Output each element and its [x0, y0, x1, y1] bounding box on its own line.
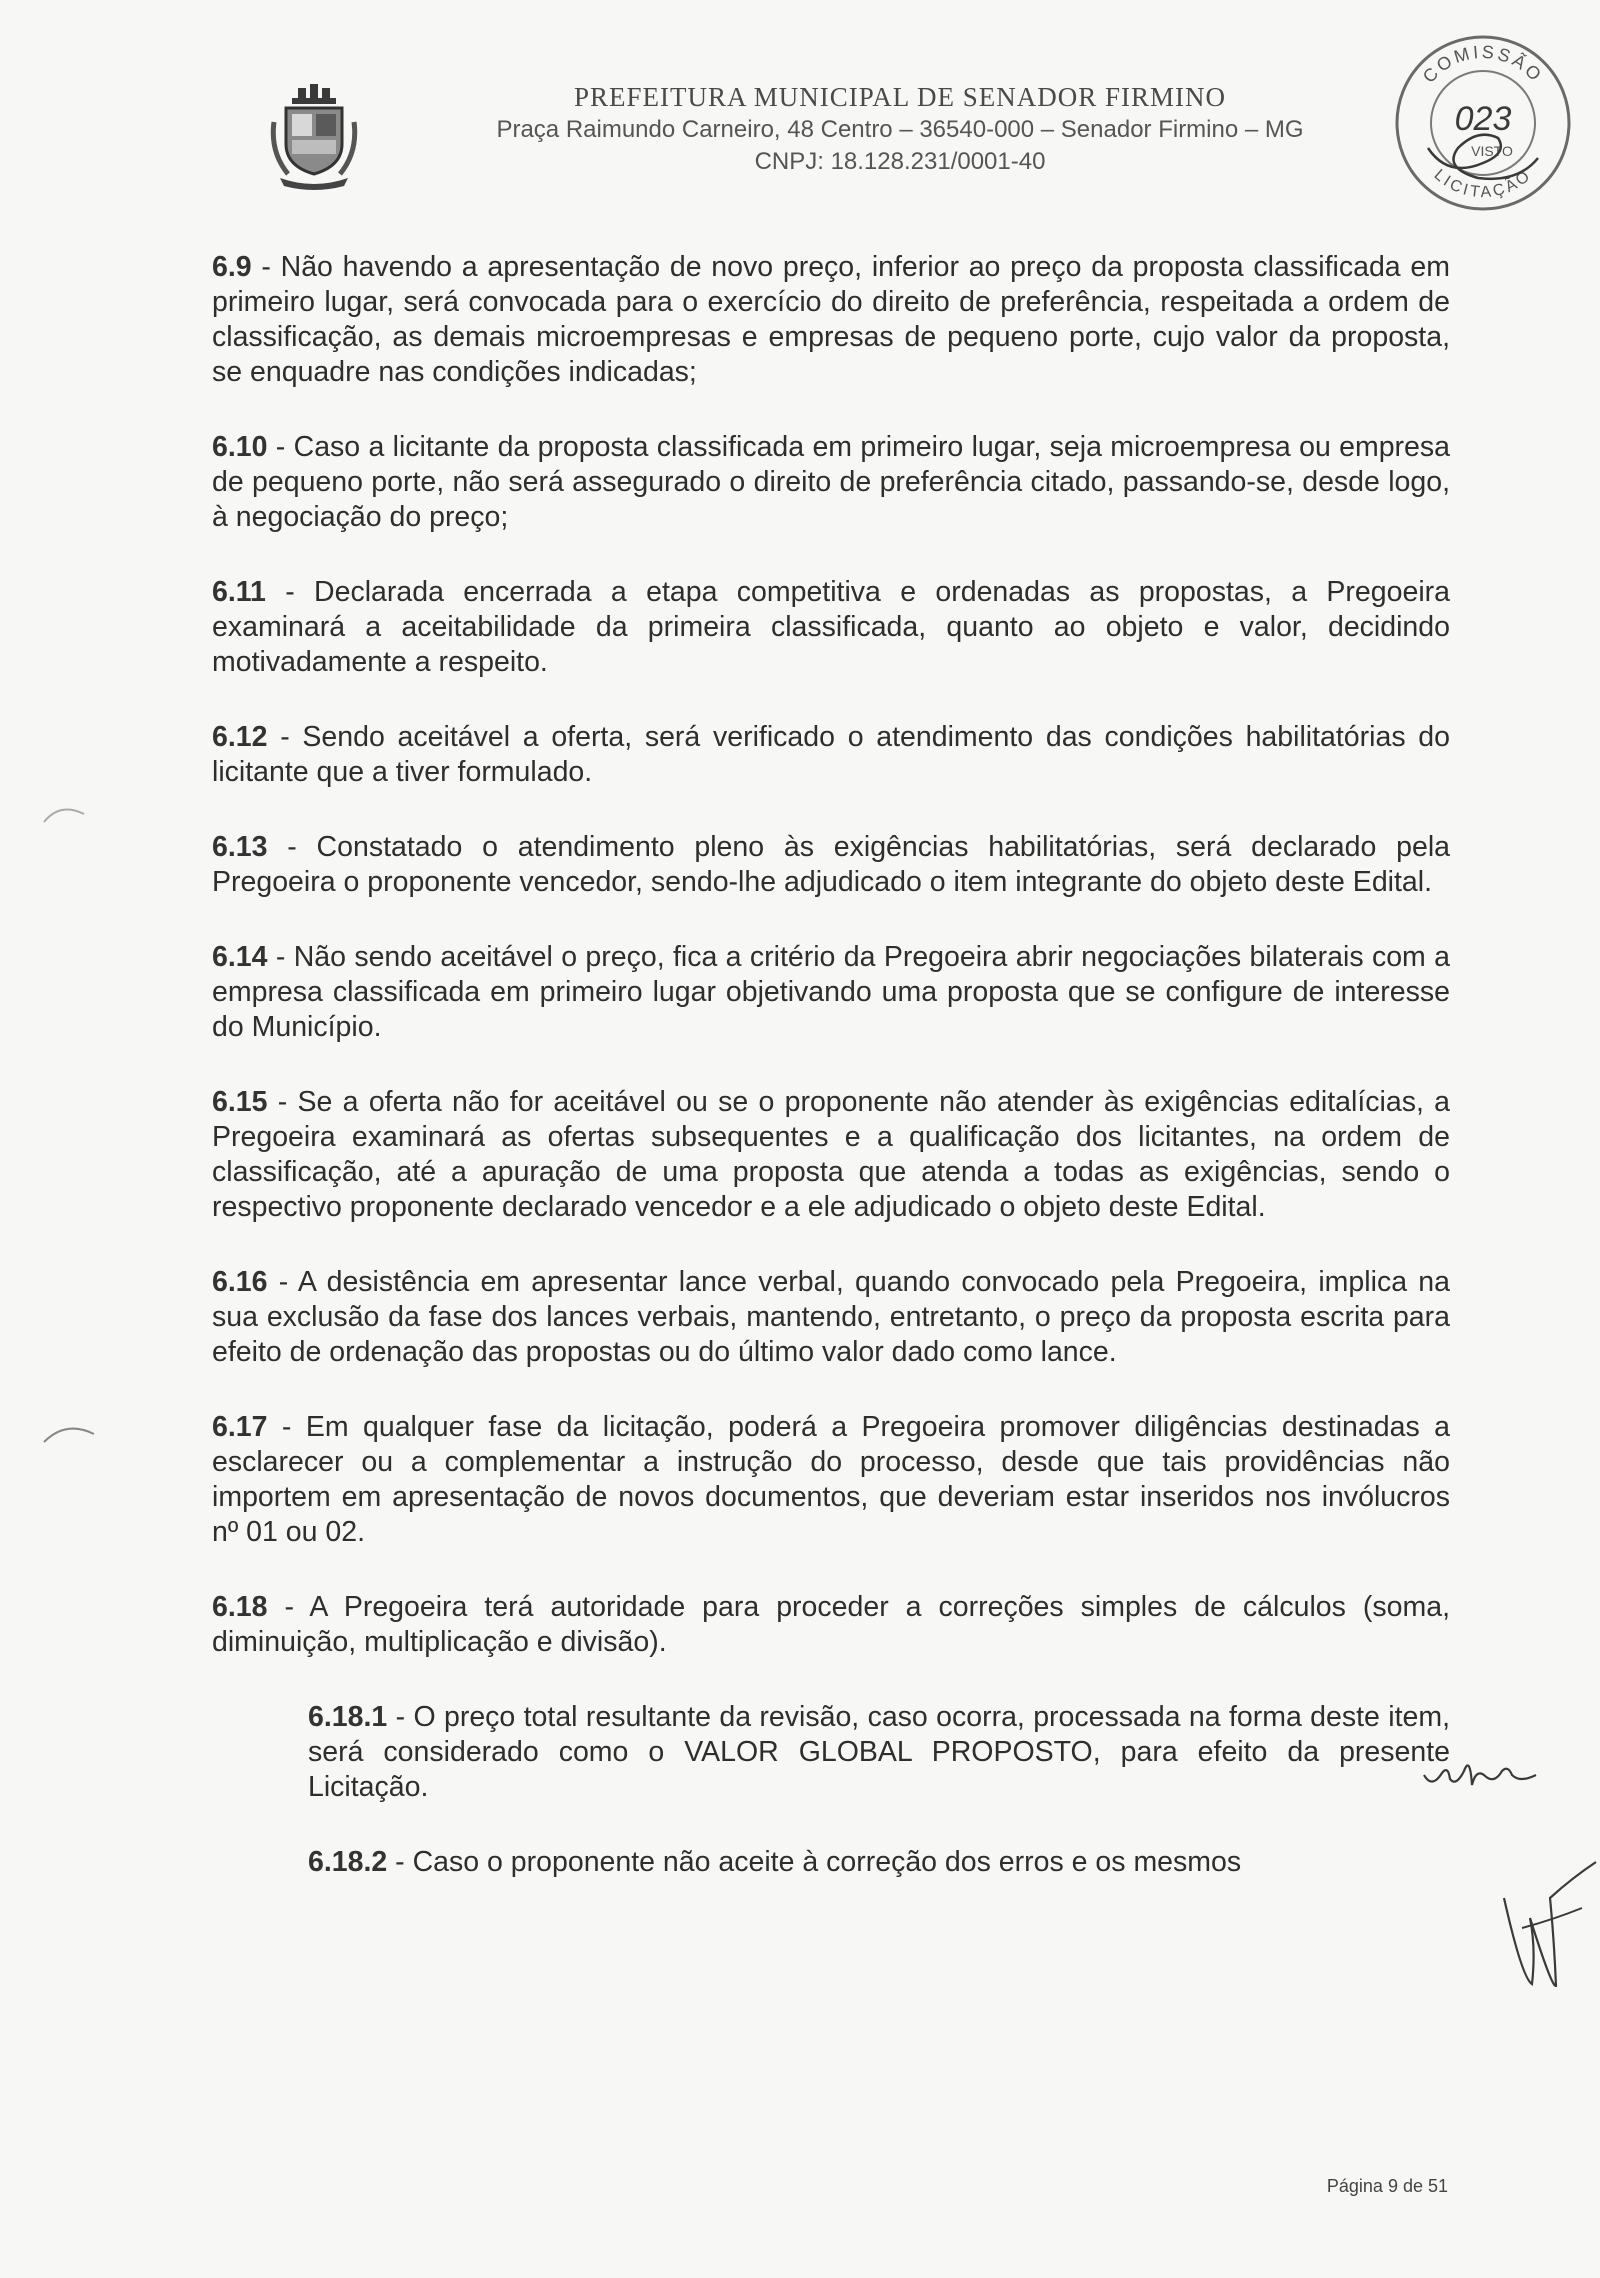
clause-text: - Declarada encerrada a etapa competitiva e ordenadas as propostas, a Pregoeira examinará a aceitabilidade da primeira classificada, quanto ao objeto e valor, decidindo motivadamente a respeito.: [212, 576, 1450, 678]
municipal-crest-icon: [268, 82, 360, 192]
clause-text: - O preço total resultante da revisão, caso ocorra, processada na forma deste item, será considerado como o VALOR GLOBAL PROPOSTO, para efeito da presente Licitação.: [308, 1701, 1450, 1803]
commission-stamp: [1388, 28, 1578, 218]
paragraph-6-17: [212, 1410, 1450, 1550]
paragraph-6-15: [212, 1085, 1450, 1225]
letterhead: [400, 80, 1400, 178]
initials-signature-icon: [1420, 1745, 1540, 1795]
clause-number: 6.16: [212, 1266, 268, 1298]
margin-mark-icon: [40, 800, 90, 830]
clause-text: - Em qualquer fase da licitação, poderá a Pregoeira promover diligências destinadas a esclarecer ou a complementar a instrução do processo, desde que tais providências não importem em apresentação de novos documentos, que deveriam estar inseridos nos invólucros nº 01 ou 02.: [212, 1411, 1450, 1548]
paragraph-6-18: [212, 1590, 1450, 1660]
clause-number: 6.12: [212, 721, 268, 753]
organization-name: PREFEITURA MUNICIPAL DE SENADOR FIRMINO: [573, 82, 1227, 112]
clause-text: - Sendo aceitável a oferta, será verificado o atendimento das condições habilitatórias do licitante que a tiver formulado.: [212, 721, 1450, 788]
organization-address: Praça Raimundo Carneiro, 48 Centro – 36540-000 – Senador Firmino – MG: [496, 116, 1304, 143]
paragraph-6-12: [212, 720, 1450, 790]
clause-number: 6.17: [212, 1411, 268, 1443]
paragraph-6-9: [212, 250, 1450, 390]
paragraph-6-18-1: [308, 1700, 1450, 1805]
clause-number: 6.9: [212, 251, 252, 283]
clause-text: - Se a oferta não for aceitável ou se o proponente não atender às exigências editalícias, a Pregoeira examinará as ofertas subsequentes e a qualificação dos licitantes, na ordem de classificação, até a apuração de uma proposta que atenda a todas as exigências, sendo o respectivo proponente declarado vencedor e a ele adjudicado o objeto deste Edital.: [212, 1086, 1450, 1223]
paragraph-6-18-2: [308, 1845, 1450, 1880]
paragraph-6-14: [212, 940, 1450, 1045]
paragraph-6-13: [212, 830, 1450, 900]
paragraph-6-16: [212, 1265, 1450, 1370]
document-body: [212, 250, 1450, 1920]
organization-cnpj: CNPJ: 18.128.231/0001-40: [754, 148, 1046, 175]
clause-text: - A Pregoeira terá autoridade para proceder a correções simples de cálculos (soma, diminuição, multiplicação e divisão).: [212, 1591, 1450, 1658]
clause-text: - Não havendo a apresentação de novo preço, inferior ao preço da proposta classificada em primeiro lugar, será convocada para o exercício do direito de preferência, respeitada a ordem de classificação, as demais microempresas e empresas de pequeno porte, cujo valor da proposta, se enquadre nas condições indicadas;: [212, 251, 1450, 388]
paragraph-6-11: [212, 575, 1450, 680]
stamp-bottom-text: LICITAÇÃO: [1430, 166, 1536, 202]
clause-number: 6.11: [212, 576, 266, 608]
rubric-signature-icon: [1492, 1858, 1600, 1998]
clause-text: - Não sendo aceitável o preço, fica a critério da Pregoeira abrir negociações bilaterais com a empresa classificada em primeiro lugar objetivando uma proposta que se configure de interesse do Município.: [212, 941, 1450, 1043]
clause-text: - Constatado o atendimento pleno às exigências habilitatórias, será declarado pela Pregoeira o proponente vencedor, sendo-lhe adjudicado o item integrante do objeto deste Edital.: [212, 831, 1450, 898]
clause-number: 6.18.2: [308, 1846, 388, 1878]
clause-text: - Caso a licitante da proposta classificada em primeiro lugar, seja microempresa ou empresa de pequeno porte, não será assegurado o direito de preferência citado, passando-se, desde logo, à negociação do preço;: [212, 431, 1450, 533]
stamp-visto-label: VISTO: [1471, 143, 1513, 159]
stamp-page-number: 023: [1454, 100, 1512, 138]
paragraph-6-10: [212, 430, 1450, 535]
clause-text: - Caso o proponente não aceite à correção dos erros e os mesmos: [387, 1846, 1242, 1878]
page-number-footer: Página 9 de 51: [1326, 2176, 1448, 2196]
clause-number: 6.13: [212, 831, 268, 863]
clause-number: 6.18.1: [308, 1701, 388, 1733]
stamp-top-text: COMISSÃO: [1418, 41, 1548, 87]
margin-mark-icon: [40, 1420, 100, 1450]
clause-number: 6.14: [212, 941, 268, 973]
clause-number: 6.10: [212, 431, 268, 463]
clause-number: 6.15: [212, 1086, 268, 1118]
clause-text: - A desistência em apresentar lance verbal, quando convocado pela Pregoeira, implica na sua exclusão da fase dos lances verbais, mantendo, entretanto, o preço da proposta escrita para efeito de ordenação das propostas ou do último valor dado como lance.: [212, 1266, 1450, 1368]
clause-number: 6.18: [212, 1591, 268, 1623]
